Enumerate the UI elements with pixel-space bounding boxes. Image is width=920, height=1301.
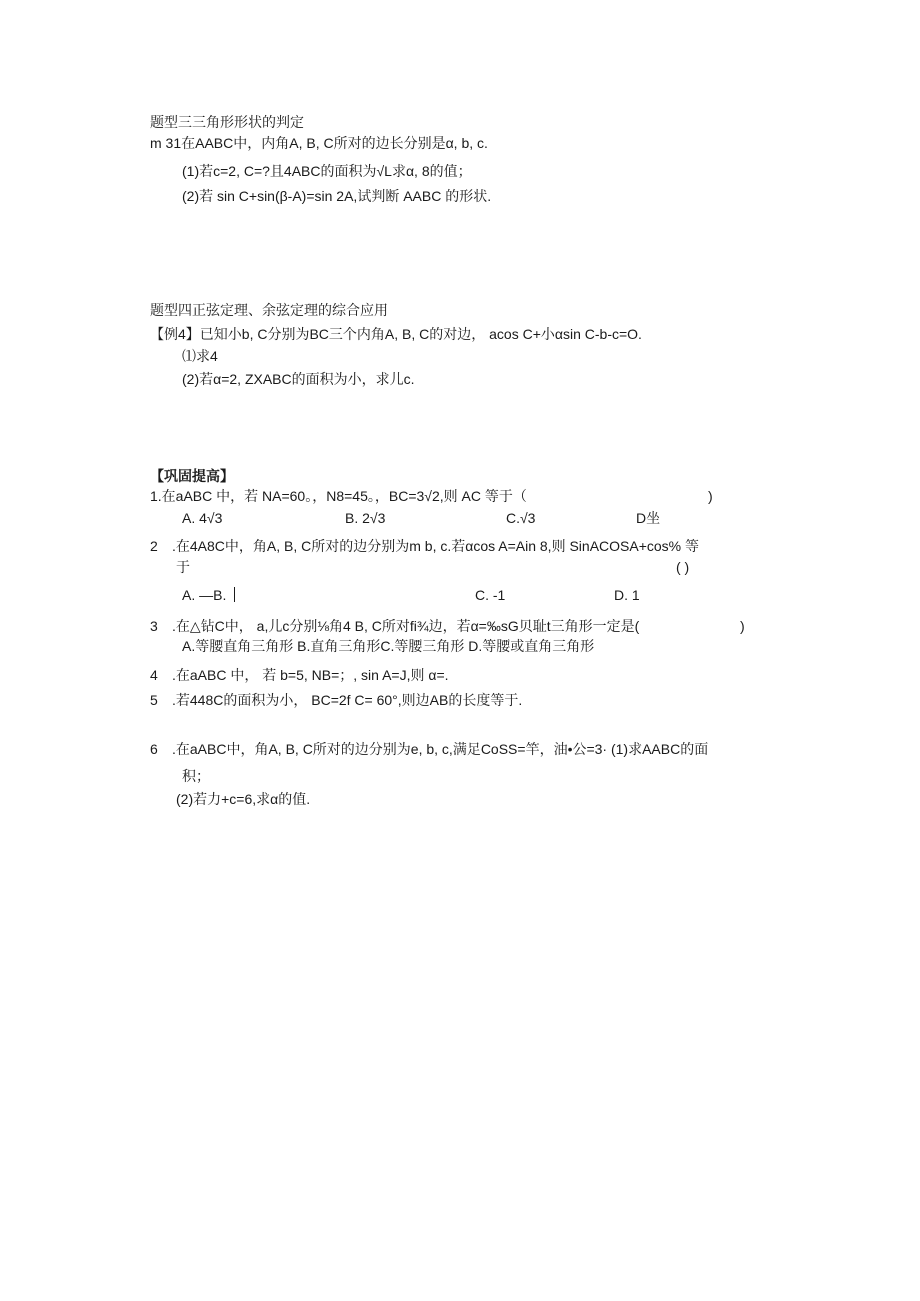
problem-2-stem-cont: 于 [176, 559, 190, 575]
problem-2-stem: .在4A8C中，角A, B, C所对的边分别为m b, c.若αcos A=Ain 8,则 SinACOSA+cos% 等 [172, 538, 700, 554]
example-4-statement: 【例4】已知小b, C分别为BC三个内角A, B, C的对边， acos C+小αsin C-b-c=O. [150, 326, 642, 342]
section-3-title: 题型三三角形形状的判定 [150, 115, 304, 131]
example-3-question-1: (1)若c=2, C=?且4ABC的面积为√L求α, 8的值； [182, 163, 472, 179]
example-4-question-1: ⑴求4 [182, 348, 218, 364]
problem-6-stem-cont: 积； [182, 768, 210, 784]
problem-5-stem: .若448C的面积为小， BC=2f C= 60°,则边AB的长度等于. [172, 692, 523, 708]
problem-1-paren-close: ) [708, 488, 713, 504]
problem-1-stem: 1.在aABC 中，若 NA=60。，N8=45。，BC=3√2,则 AC 等于（ [150, 488, 527, 504]
example-3-question-2: (2)若 sin C+sin(β-A)=sin 2A,试判断 AABC 的形状. [182, 188, 492, 204]
problem-6-stem: .在aABC中，角A, B, C所对的边分别为e, b, c,满足CoSS=竿，油•公=3· (1)求AABC的面 [172, 741, 709, 757]
problem-2-option-ab [182, 586, 235, 604]
problem-2-number: 2 [150, 538, 158, 554]
problem-1-option-d: D坐 [636, 510, 661, 526]
problem-3-number: 3 [150, 618, 158, 634]
problem-6-question-2: (2)若力+c=6,求α的值. [176, 791, 311, 807]
problem-1-option-a: A. 4√3 [182, 510, 223, 526]
problem-2-option-c: C. -1 [475, 587, 506, 603]
section-4-title: 题型四正弦定理、余弦定理的综合应用 [150, 303, 388, 319]
example-3-statement: m 31在AABC中，内角A, B, C所对的边长分别是α, b, c. [150, 135, 488, 151]
problem-2-option-ab-text: A. —B. [182, 587, 227, 603]
problem-1-option-c: C.√3 [506, 510, 536, 526]
problem-3-options: A.等腰直角三角形 B.直角三角形C.等腰三角形 D.等腰或直角三角形 [182, 638, 595, 654]
problem-2-option-d: D. 1 [614, 587, 640, 603]
example-4-question-2: (2)若α=2, ZXABC的面积为小，求儿c. [182, 371, 415, 387]
problem-3-paren-close: ) [740, 618, 745, 634]
problem-3-stem: .在△钻C中， a,儿c分别⅛角4 B, C所对fi¾边，若α=‰sG贝耻t三角形一定是( [172, 618, 640, 634]
problem-4-number: 4 [150, 667, 158, 683]
problem-6-number: 6 [150, 741, 158, 757]
problem-2-answer-paren: ( ) [676, 559, 690, 575]
problem-1-option-b: B. 2√3 [345, 510, 386, 526]
review-heading: 【巩固提高】 [150, 468, 234, 484]
text-cursor-mark [234, 587, 235, 602]
problem-4-stem: .在aABC 中， 若 b=5, NB=；, sin A=J,则 α=. [172, 667, 449, 683]
problem-5-number: 5 [150, 692, 158, 708]
